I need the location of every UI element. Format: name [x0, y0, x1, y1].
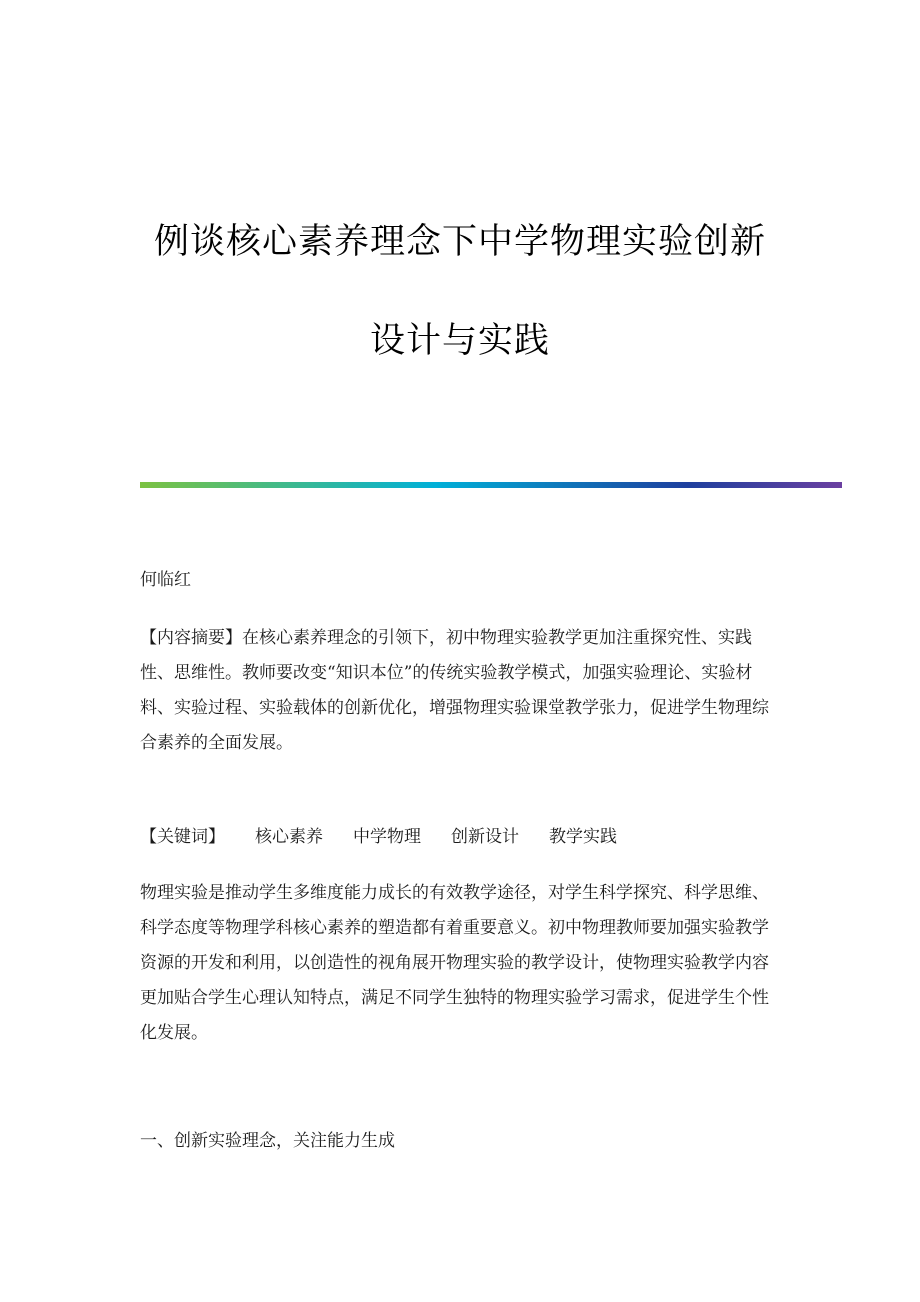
author-name: 何临红: [140, 570, 191, 590]
gradient-divider: [140, 482, 842, 488]
keywords: [140, 820, 780, 855]
section-heading: 一、创新实验理念，关注能力生成: [140, 1131, 395, 1151]
keywords-label: 【关键词】: [140, 827, 225, 847]
body-paragraph: 物理实验是推动学生多维度能力成长的有效教学途径，对学生科学探究、科学思维、科学态度等物理学科核心素养的塑造都有着重要意义。初中物理教师要加强实验教学资源的开发和利用，以创造性的视角展开物理实验的教学设计，使物理实验教学内容更加贴合学生心理认知特点，满足不同学生独特的物理实验学习需求，促进学生个性化发展。: [140, 883, 769, 1043]
keyword-item: 创新设计: [451, 827, 519, 847]
abstract: [140, 621, 780, 761]
abstract-text: 在核心素养理念的引领下，初中物理实验教学更加注重探究性、实践性、思维性。教师要改变“知识本位”的传统实验教学模式，加强实验理论、实验材料、实验过程、实验载体的创新优化，增强物理实验课堂教学张力，促进学生物理综合素养的全面发展。: [140, 628, 769, 753]
abstract-label: 【内容摘要】: [140, 628, 242, 648]
keyword-item: 教学实践: [549, 827, 617, 847]
document-title-line-2: 设计与实践: [369, 321, 550, 361]
keyword-item: 核心素养: [255, 827, 323, 847]
keyword-item: 中学物理: [353, 827, 421, 847]
document-title-line-1: 例谈核心素养理念下中学物理实验创新: [153, 222, 766, 262]
